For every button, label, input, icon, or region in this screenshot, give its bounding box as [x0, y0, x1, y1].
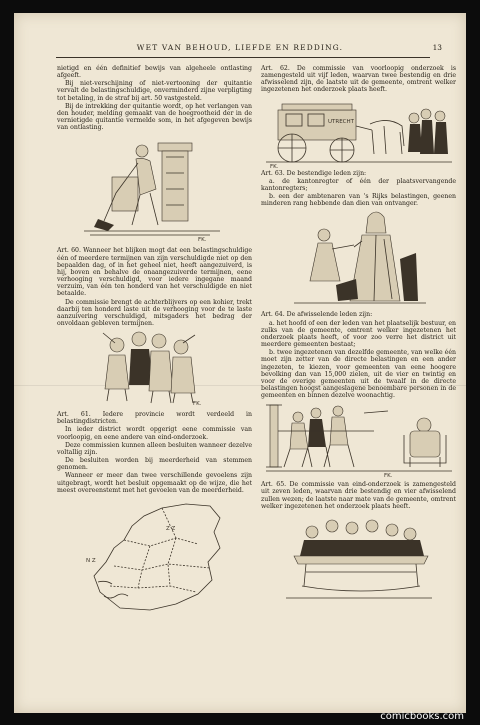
paragraph-art64: Art. 64. De afwisselende leden zijn:: [261, 311, 373, 319]
sweeper-illustration: [80, 133, 230, 245]
paragraph-art62: Art. 62. De commissie van voorloopig onderzoek is zamengesteld uit vijf leden, waarvan twee bestendig en drie afwisselend zijn, de laatste uit de gemeente, omtrent welker ingezetenen het onderzoek plaats heeft.: [261, 65, 456, 94]
map-label: Z Z: [165, 525, 175, 532]
robed-figure-illustration: [284, 209, 434, 309]
artist-signature: FK.: [192, 401, 202, 408]
crowd-illustration: [95, 329, 215, 409]
right-column: [261, 65, 456, 691]
paragraph-art63: Art. 63. De bestendige leden zijn:: [261, 169, 367, 177]
netherlands-map-illustration: [80, 496, 230, 614]
carriage-illustration: [264, 96, 454, 168]
paragraph: Wanneer er meer dan twee verschillende gevoelens zijn uitgebragt, wordt het besluit opgemaakt op de wijze, die het meest overeenstemt met het gevoelen van de meerderheid.: [57, 472, 252, 494]
watermark-credit: comicbooks.com: [380, 711, 464, 722]
paragraph-art60: Art. 60. Wanneer het blijken mogt dat een belastingschuldige één of meerdere termijnen van zijn verschuldigde niet op den bepaalden dag, of in het geheel niet, heeft aangezuiverd, is hij, boven en behalve de onaangezuiverde termijnen, eene verhooging verschuldigd, voor iedere ingegane maand verzuim, van één ten honderd van het verschuldigde en niet betaalde.: [57, 247, 252, 298]
wagon-label: UTRECHT: [327, 118, 354, 125]
paragraph: b. een der ambtenaren van 's Rijks belastingen, geenen minderen rang hebbende dan dien van ontvanger.: [261, 193, 456, 208]
paragraph: a. de kantonregter of één der plaatsvervangende kantonregters;: [261, 177, 456, 192]
tug-of-war-illustration: [264, 401, 454, 479]
artist-signature: FK.: [269, 163, 279, 168]
paragraph: De besluiten worden bij meerderheid van stemmen genomen.: [57, 457, 252, 472]
paragraph-art61: Art. 61. Iedere provincie wordt verdeeld in belastingdistricten.: [57, 411, 252, 426]
page-header: [14, 43, 466, 57]
artist-signature: FK.: [383, 473, 393, 480]
paragraph: De commissie brengt de achterblijvers op een kohier, trekt daarbij ten honderd laste uit de verhooging voor de te laste aanzuivering verschuldigd, mitsgaders het bedrag der onvoldaan gebleven termijnen.: [57, 298, 252, 327]
paragraph: Bij niet-verschijning of niet-vertooning der quitantie vervalt de belastingschuldige, onverminderd zijne verpligting tot betaling, in de straf bij art. 50 vastgesteld.: [57, 80, 252, 102]
paragraph: Bij de intrekking der quitantie wordt, op het verlangen van den houder, melding gemaakt van de hoegrootheid der in de vernietigde quitantie vermelde som, in het afgegeven bewijs van ontlasting.: [57, 102, 252, 132]
newspaper-page: [14, 13, 466, 713]
committee-table-illustration: [284, 512, 434, 604]
left-column: [57, 65, 252, 691]
page-number: 13: [432, 43, 442, 52]
header-rule: [56, 57, 430, 58]
artist-signature: FK.: [197, 237, 207, 244]
paragraph: b. twee ingezetenen van dezelfde gemeente, van welke één moet zijn zetter van de directe belastingen en een ander ingezeten, te kiezen, voor gemeenten van eene hoogere bevolking dan van 15,000 zielen, uit de vier en twintig en voor de overige gemeenten uit de twaalf in de directe belastingen hoogst aangeslagene benoembare personen in de gemeenten en binnen dezelve woonachtig.: [261, 349, 456, 400]
running-title: WET VAN BEHOUD, LIEFDE EN REDDING.: [136, 43, 344, 52]
paragraph: nietigd en één definitief bewijs van algeheele ontlasting afgeeft.: [57, 65, 252, 80]
paragraph: Deze commissien kunnen alleen besluiten wanneer dezelve voltallig zijn.: [57, 441, 252, 456]
paragraph: In ieder district wordt opgerigt eene commissie van voorloopig, en eene andere van eind-onderzoek.: [57, 426, 252, 441]
paragraph-art65: Art. 65. De commissie van eind-onderzoek is zamengesteld uit zeven leden, waarvan drie bestendig en vier afwisselend zullen wezen; de laatste naar mate van de gemeente, omtrent welker ingezetenen het onderzoek plaats heeft.: [261, 481, 456, 510]
map-label: N Z: [85, 557, 96, 564]
paragraph: a. het hoofd of een der leden van het plaatselijk bestuur, en zulks van de gemeente, omtrent welker ingezetenen het onderzoek plaats heeft, of voor zoo verre het district uit meerdere gemeenten bestaat;: [261, 319, 456, 349]
